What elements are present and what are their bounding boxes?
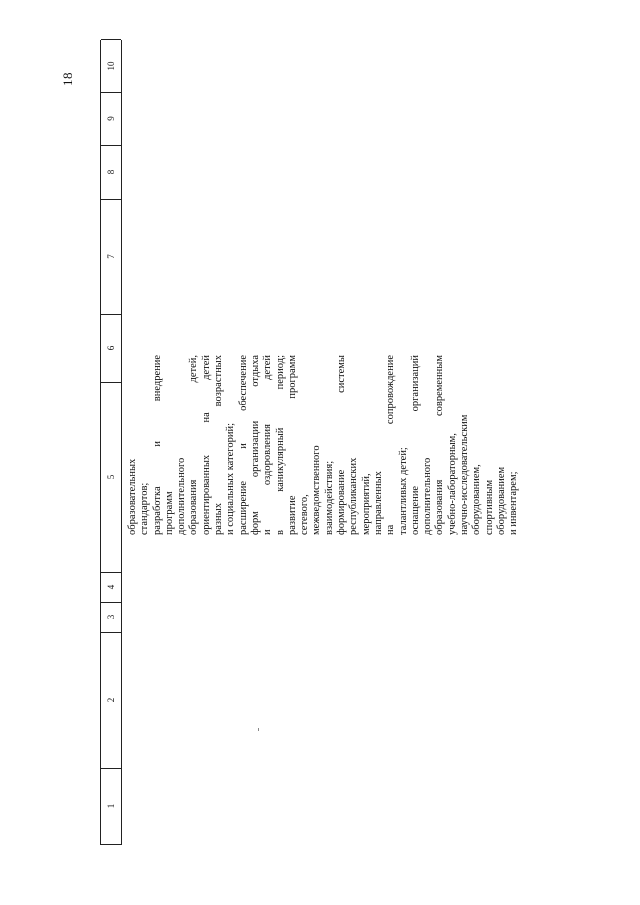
column-5-line: учебно-лабораторным,	[446, 433, 458, 535]
column-5-line: направленных	[372, 471, 384, 535]
column-5-line: образования детей,	[188, 355, 200, 535]
column-5-line: оснащение организаций	[409, 355, 421, 535]
column-header-3: 3	[101, 602, 121, 633]
column-5-line: научно-исследовательским	[459, 414, 471, 535]
column-5-line: форм организации отдыха	[249, 355, 261, 535]
column-5-line: разных возрастных	[213, 355, 225, 535]
column-5-line: республиканских	[348, 457, 360, 535]
column-header-8: 8	[101, 145, 121, 200]
column-5-line: спортивным	[483, 479, 495, 535]
column-header-7: 7	[101, 199, 121, 315]
column-5-line: взаимодействия;	[323, 460, 335, 535]
table-header-row	[100, 40, 122, 845]
column-5-line: оборудованием,	[471, 464, 483, 535]
column-5-line: образовательных	[127, 458, 138, 535]
column-5-line: дополнительного	[422, 457, 434, 535]
page-number: 18	[60, 72, 75, 86]
column-header-9: 9	[101, 92, 121, 146]
column-5-text	[127, 355, 521, 535]
column-5-line: формирование системы	[336, 355, 348, 535]
column-header-2: 2	[101, 632, 121, 769]
column-5-line: развитие программ	[286, 355, 298, 535]
column-5-line: и оздоровления детей	[262, 355, 274, 535]
column-5-line: и инвентарем;	[508, 471, 520, 535]
column-5-line: ориентированных на детей	[200, 355, 212, 535]
column-header-6: 6	[101, 314, 121, 383]
column-5-line: в каникулярный период;	[274, 355, 286, 535]
column-header-10: 10	[101, 39, 121, 93]
column-5-line: оборудованием	[495, 466, 507, 535]
column-header-5: 5	[101, 382, 121, 573]
column-5-line: сетевого,	[299, 494, 311, 535]
column-5-line: стандартов;	[139, 482, 151, 535]
column-5-line: образования современным	[434, 355, 446, 535]
table	[100, 40, 520, 845]
column-5-line: и социальных категорий;	[225, 422, 237, 535]
column-5-line: программ	[163, 491, 175, 535]
column-5-line: талантливых детей;	[397, 447, 409, 535]
column-5-line: дополнительного	[176, 457, 188, 535]
column-5-line: разработка и внедрение	[151, 355, 163, 535]
column-5-line: на сопровождение	[385, 355, 397, 535]
scan-mark	[258, 728, 259, 731]
column-5-line: мероприятий,	[360, 473, 372, 535]
column-header-4: 4	[101, 572, 121, 603]
column-5-line: межведомственного	[311, 445, 323, 535]
column-5-line: расширение и обеспечение	[237, 355, 249, 535]
column-header-1: 1	[101, 768, 121, 845]
